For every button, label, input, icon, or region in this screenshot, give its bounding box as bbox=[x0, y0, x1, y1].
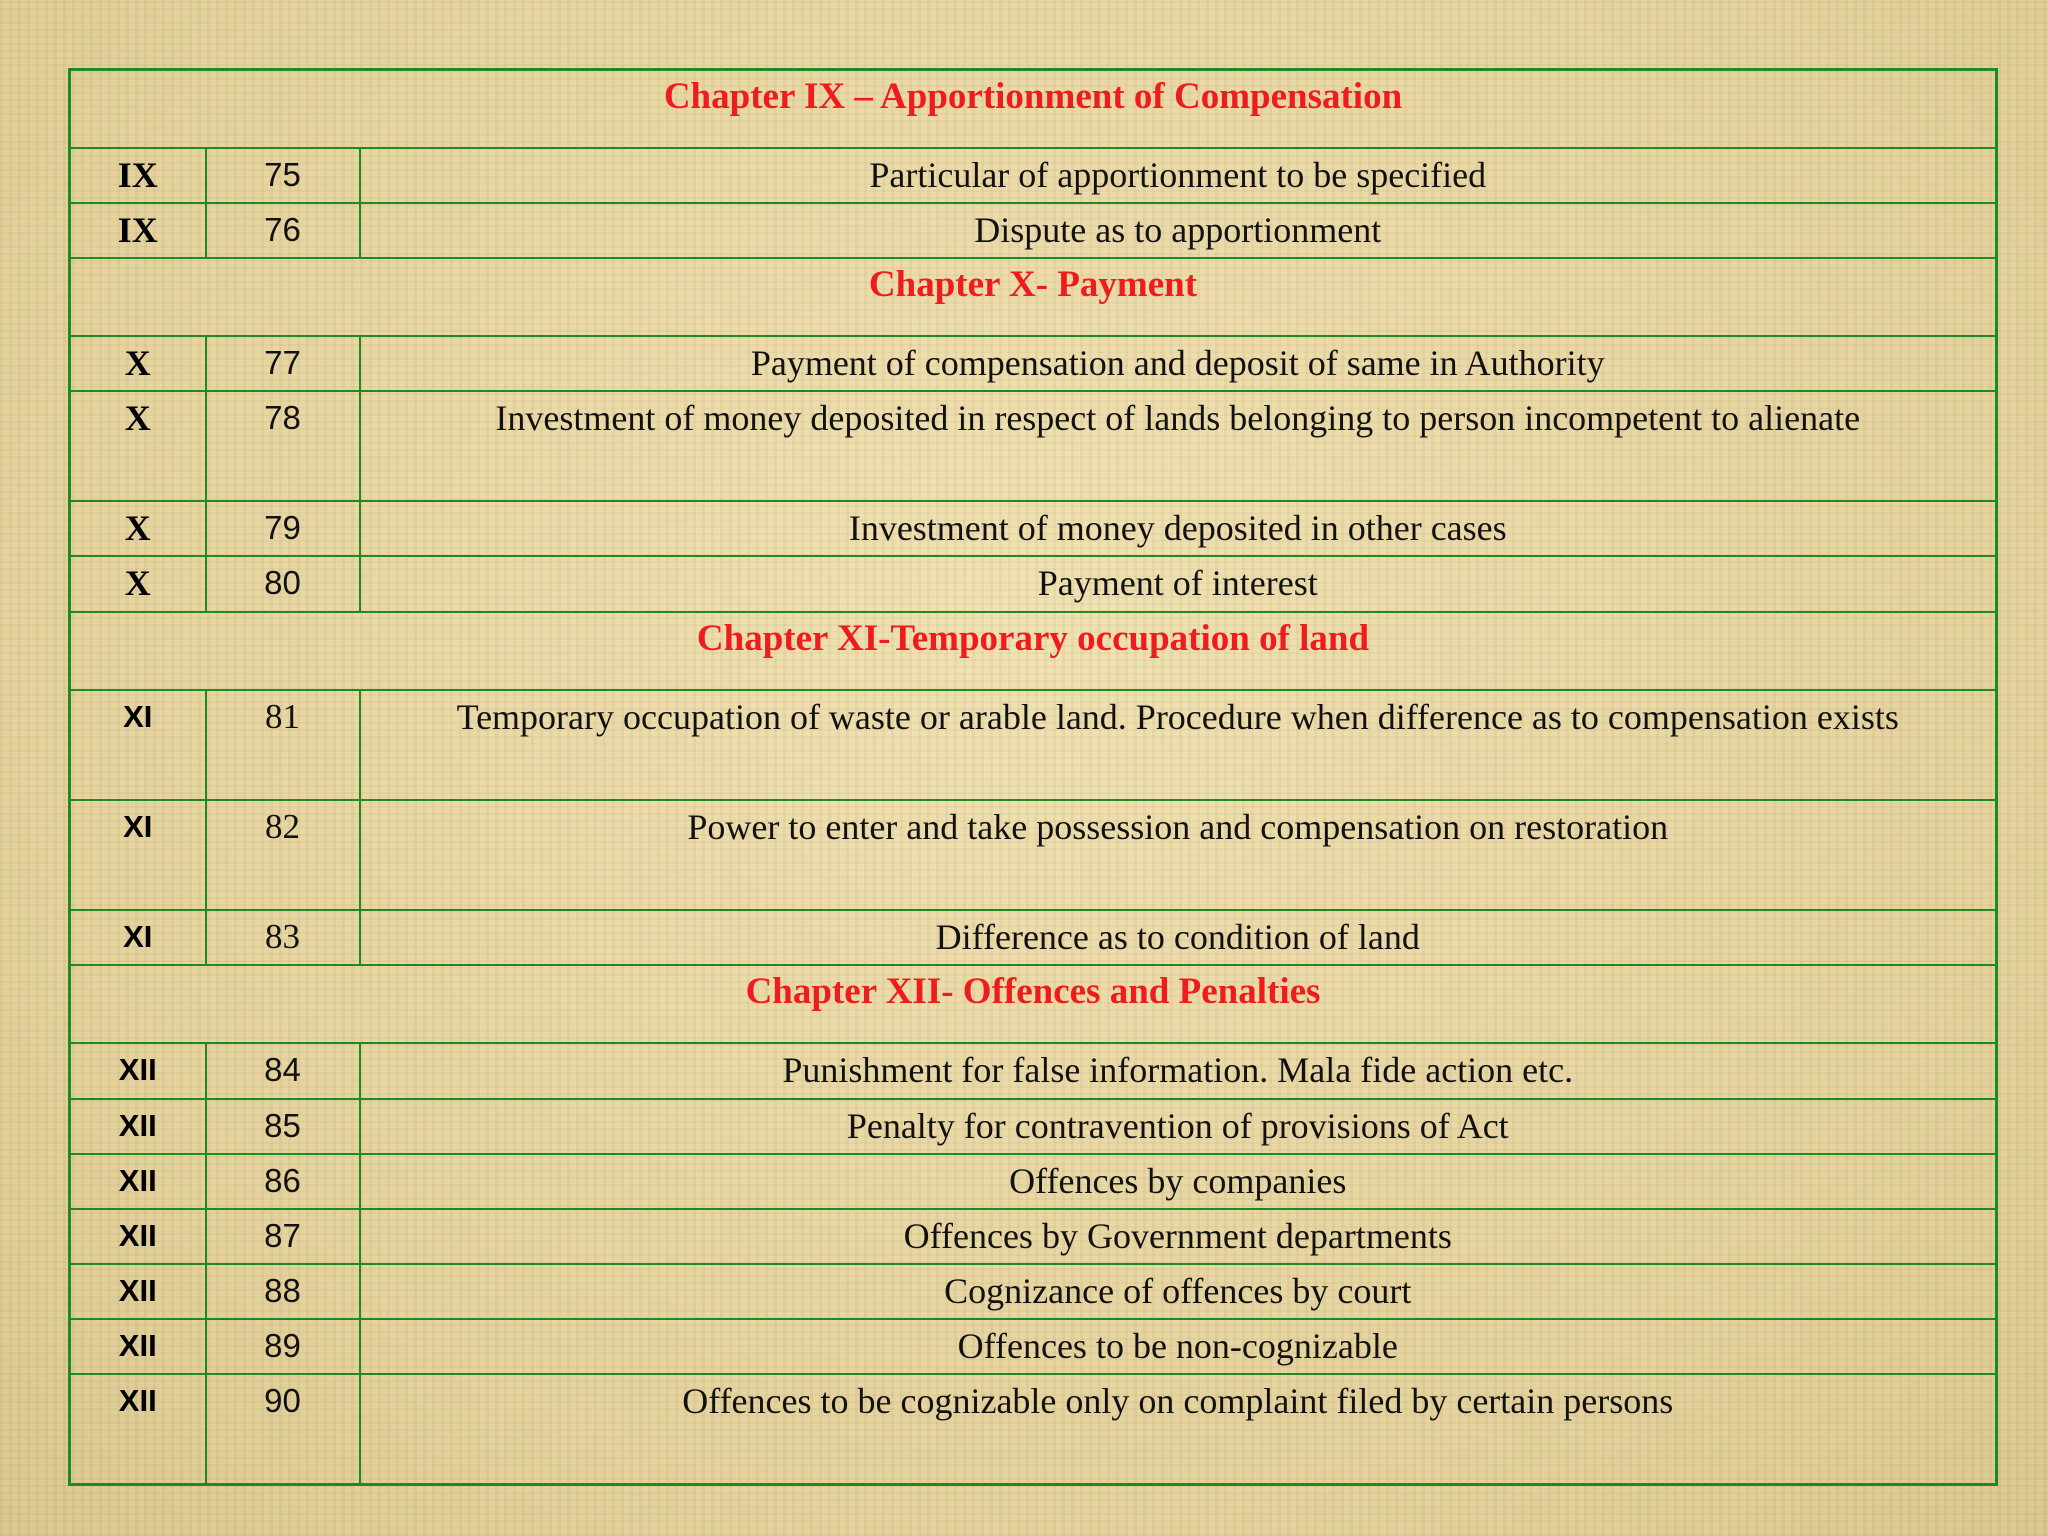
section-title-cell: Investment of money deposited in respect of lands belonging to person incompetent to alienate bbox=[360, 391, 1997, 501]
section-title-cell: Offences to be cognizable only on complaint filed by certain persons bbox=[360, 1374, 1997, 1484]
chapter-heading: Chapter XI-Temporary occupation of land bbox=[70, 612, 1997, 690]
section-title-cell: Particular of apportionment to be specified bbox=[360, 148, 1997, 203]
chapter-cell: XII bbox=[70, 1099, 206, 1154]
section-title-cell: Punishment for false information. Mala fide action etc. bbox=[360, 1043, 1997, 1098]
section-number-cell: 89 bbox=[206, 1319, 360, 1374]
chapter-heading: Chapter XII- Offences and Penalties bbox=[70, 965, 1997, 1043]
section-number-cell: 86 bbox=[206, 1154, 360, 1209]
chapter-heading: Chapter X- Payment bbox=[70, 258, 1997, 336]
section-title-cell: Dispute as to apportionment bbox=[360, 203, 1997, 258]
chapter-cell: XII bbox=[70, 1154, 206, 1209]
table-row bbox=[70, 1264, 1997, 1319]
section-number-cell: 78 bbox=[206, 391, 360, 501]
section-number-cell: 85 bbox=[206, 1099, 360, 1154]
section-title-cell: Offences by companies bbox=[360, 1154, 1997, 1209]
table-row bbox=[70, 1374, 1997, 1484]
section-title-cell: Payment of interest bbox=[360, 556, 1997, 611]
table-row bbox=[70, 800, 1997, 910]
section-number-cell: 77 bbox=[206, 336, 360, 391]
table-row bbox=[70, 336, 1997, 391]
chapter-cell: XII bbox=[70, 1043, 206, 1098]
chapter-cell: XII bbox=[70, 1374, 206, 1484]
section-number-cell: 87 bbox=[206, 1209, 360, 1264]
section-number-cell: 81 bbox=[206, 690, 360, 800]
section-number-cell: 88 bbox=[206, 1264, 360, 1319]
chapter-cell: X bbox=[70, 391, 206, 501]
chapter-cell: XI bbox=[70, 690, 206, 800]
chapter-cell: X bbox=[70, 501, 206, 556]
chapter-cell: XI bbox=[70, 910, 206, 965]
section-number-cell: 80 bbox=[206, 556, 360, 611]
section-title-cell: Offences by Government departments bbox=[360, 1209, 1997, 1264]
table-row bbox=[70, 148, 1997, 203]
table-row bbox=[70, 1209, 1997, 1264]
section-title-cell: Offences to be non-cognizable bbox=[360, 1319, 1997, 1374]
chapter-heading-row bbox=[70, 612, 1997, 690]
section-title-cell: Cognizance of offences by court bbox=[360, 1264, 1997, 1319]
section-title-cell: Difference as to condition of land bbox=[360, 910, 1997, 965]
chapter-cell: IX bbox=[70, 148, 206, 203]
chapter-heading-row bbox=[70, 258, 1997, 336]
table-row bbox=[70, 391, 1997, 501]
chapter-cell: XII bbox=[70, 1209, 206, 1264]
section-number-cell: 83 bbox=[206, 910, 360, 965]
table-row bbox=[70, 203, 1997, 258]
table-row bbox=[70, 556, 1997, 611]
table-row bbox=[70, 1043, 1997, 1098]
table-row bbox=[70, 690, 1997, 800]
chapter-cell: XII bbox=[70, 1264, 206, 1319]
section-number-cell: 90 bbox=[206, 1374, 360, 1484]
chapter-cell: XII bbox=[70, 1319, 206, 1374]
sections-table bbox=[68, 68, 1998, 1486]
table-row bbox=[70, 501, 1997, 556]
chapter-cell: X bbox=[70, 336, 206, 391]
section-title-cell: Payment of compensation and deposit of same in Authority bbox=[360, 336, 1997, 391]
slide bbox=[68, 68, 1998, 1486]
table-row bbox=[70, 1319, 1997, 1374]
table-row bbox=[70, 910, 1997, 965]
section-title-cell: Penalty for contravention of provisions of Act bbox=[360, 1099, 1997, 1154]
section-number-cell: 76 bbox=[206, 203, 360, 258]
chapter-heading: Chapter IX – Apportionment of Compensation bbox=[70, 70, 1997, 148]
section-title-cell: Temporary occupation of waste or arable land. Procedure when difference as to compensation exists bbox=[360, 690, 1997, 800]
chapter-cell: XI bbox=[70, 800, 206, 910]
section-number-cell: 79 bbox=[206, 501, 360, 556]
chapter-heading-row bbox=[70, 965, 1997, 1043]
table-row bbox=[70, 1099, 1997, 1154]
chapter-heading-row bbox=[70, 70, 1997, 148]
table-row bbox=[70, 1154, 1997, 1209]
section-number-cell: 82 bbox=[206, 800, 360, 910]
section-title-cell: Power to enter and take possession and compensation on restoration bbox=[360, 800, 1997, 910]
chapter-cell: IX bbox=[70, 203, 206, 258]
chapter-cell: X bbox=[70, 556, 206, 611]
section-number-cell: 75 bbox=[206, 148, 360, 203]
section-title-cell: Investment of money deposited in other cases bbox=[360, 501, 1997, 556]
section-number-cell: 84 bbox=[206, 1043, 360, 1098]
